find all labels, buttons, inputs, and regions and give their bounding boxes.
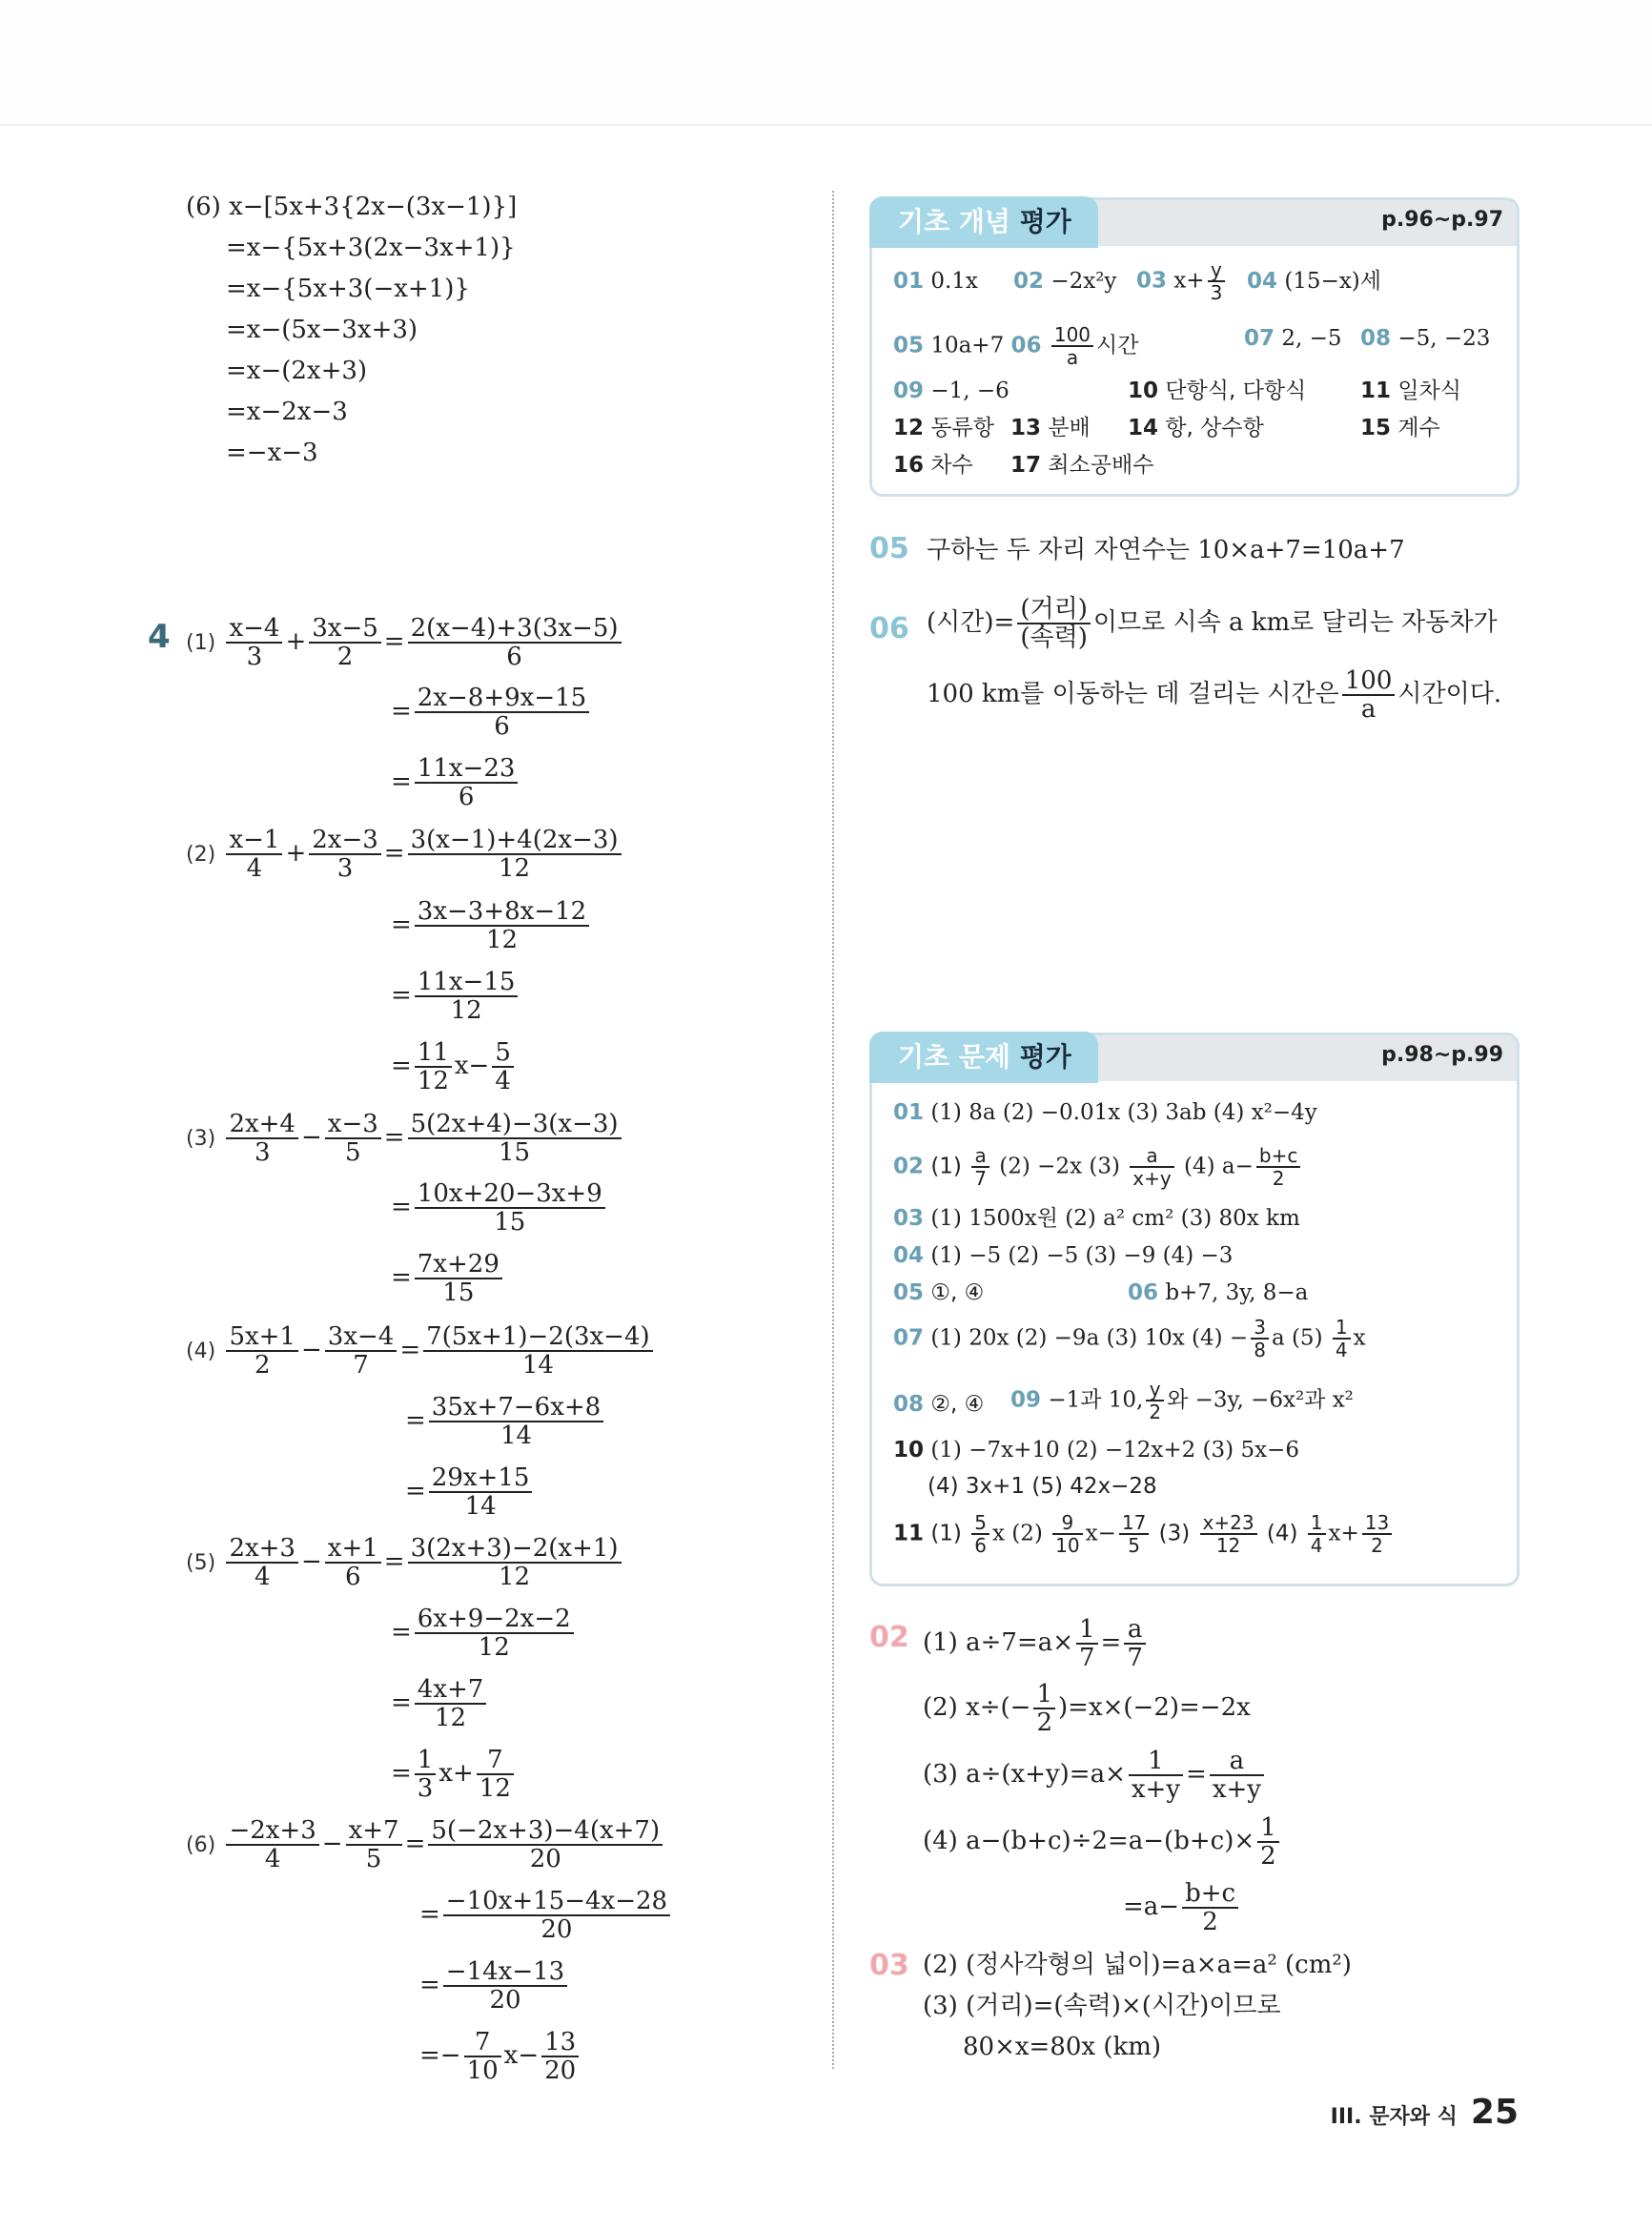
fraction: $\frac{3x-5}{2}$ [309, 615, 381, 670]
explanation-05-text: 구하는 두 자리 자연수는 10×a+7=10a+7 [927, 536, 1405, 564]
concept-row-3c: 11 일차식 [1360, 378, 1461, 403]
q4-6-label: (6) [186, 1833, 216, 1857]
explanation-02-line-2: (2) x÷(− $\frac{1}{2}$ )=x×(−2)=−2x [923, 1680, 1251, 1737]
concept-row-1d: 04 (15−x)세 [1247, 269, 1382, 294]
q4-2-line-3: = $\frac{11x-15}{12}$ [391, 969, 520, 1024]
fraction: $\frac{2x-3}{3}$ [309, 827, 381, 882]
fraction: $\frac{2(x-4)+3(3x-5)}{6}$ [408, 615, 622, 670]
concept-row-3b: 10 단항식, 다항식 [1128, 378, 1307, 403]
concept-row-2: 05 10a+7 06 $\frac{100}{a}$ 시간 [893, 323, 1139, 369]
concept-box-pages: p.96~p.97 [1381, 208, 1503, 232]
concept-row-3: 09 −1, −6 [893, 378, 1010, 403]
explanation-05-number: 05 [869, 532, 909, 565]
fraction: $\frac{35x+7-6x+8}{14}$ [429, 1394, 603, 1449]
q4-4-line-3: = $\frac{29x+15}{14}$ [405, 1464, 535, 1520]
q4-4-line-1: (4) $\frac{5x+1}{2}$ − $\frac{3x-4}{7}$ = $\frac{7(5x+1)-2(3x-4)}{14}$ [186, 1323, 656, 1379]
q4-3-line-1: (3) $\frac{2x+4}{3}$ − $\frac{x-3}{5}$ = $\frac{5(2x+4)-3(x-3)}{15}$ [186, 1111, 624, 1166]
q4-2-line-4: = $\frac{11}{12}$ x− $\frac{5}{4}$ [391, 1039, 517, 1095]
fraction: $\frac{29x+15}{14}$ [429, 1464, 533, 1520]
problem-row-01: 01 (1) 8a (2) −0.01x (3) 3ab (4) x²−4y [893, 1100, 1317, 1125]
q4-5-line-3: = $\frac{4x+7}{12}$ [391, 1676, 489, 1731]
problem-row-10b: (4) 3x+1 (5) 42x−28 [928, 1474, 1157, 1499]
q4-6-line-3: = $\frac{-14x-13}{20}$ [419, 1958, 570, 2014]
concept-row-1c: 03 x+ $\frac{y}{3}$ [1136, 259, 1228, 303]
page-header-band [0, 0, 1652, 126]
column-divider [832, 191, 834, 2069]
q4-3-line-2: = $\frac{10x+20-3x+9}{15}$ [391, 1180, 608, 1236]
fraction: $\frac{13}{20}$ [541, 2029, 579, 2084]
explanation-06-line-1: (시간)= (거리) (속력) 이므로 시속 a km로 달리는 자동차가 [927, 595, 1498, 652]
concept-row-5b: 17 최소공배수 [1010, 453, 1154, 478]
problem-row-10a: 10 (1) −7x+10 (2) −12x+2 (3) 5x−6 [893, 1438, 1299, 1463]
fraction: $\frac{7}{12}$ [477, 1747, 514, 1802]
page-number: 25 [1470, 2093, 1519, 2132]
p6-line-5: =x−(2x+3) [226, 357, 368, 385]
fraction: $\frac{5(2x+4)-3(x-3)}{15}$ [408, 1111, 622, 1166]
explanation-02-line-3: (3) a÷(x+y)=a× $\frac{1}{x+y}$ = $\frac{a}{x+y}$ [923, 1748, 1267, 1803]
fraction: $\frac{x-4}{3}$ [226, 615, 282, 670]
fraction: $\frac{3(2x+3)-2(x+1)}{12}$ [408, 1535, 622, 1590]
fraction: $\frac{2x+4}{3}$ [226, 1111, 298, 1166]
concept-row-5: 16 차수 [893, 453, 973, 478]
fraction: $\frac{-10x+15-4x-28}{20}$ [443, 1888, 670, 1943]
problem-evaluation-box [869, 1033, 1519, 1586]
problem-row-11: 11 (1) $\frac{5}{6}$ x (2) $\frac{9}{10}$ x− $\frac{17}{5}$ (3) $\frac{x+23}{12}$ (4) $\frac{1}{4}$ x+ $\frac{13}{2}$ [893, 1512, 1395, 1556]
p6-line-7: =−x−3 [226, 439, 318, 467]
fraction: $\frac{7x+29}{15}$ [415, 1251, 502, 1306]
p6-line-4: =x−(5x−3x+3) [226, 316, 418, 344]
fraction: $\frac{11}{12}$ [415, 1039, 452, 1095]
concept-evaluation-box [869, 197, 1519, 497]
fraction: $\frac{6x+9-2x-2}{12}$ [415, 1606, 574, 1661]
q4-3-line-3: = $\frac{7x+29}{15}$ [391, 1251, 505, 1306]
concept-row-2c: 08 −5, −23 [1360, 326, 1491, 351]
fraction: $\frac{7(5x+1)-2(3x-4)}{14}$ [423, 1323, 653, 1379]
fraction: $\frac{5}{4}$ [492, 1039, 514, 1095]
fraction: $\frac{x-1}{4}$ [226, 827, 282, 882]
q4-2-line-2: = $\frac{3x-3+8x-12}{12}$ [391, 898, 592, 953]
concept-box-tab: 기초 개념 평가 [869, 196, 1098, 248]
problem-row-05: 05 ①, ④ [893, 1280, 985, 1305]
p6-line-2: =x−{5x+3(2x−3x+1)} [226, 234, 516, 262]
p6-line-6: =x−2x−3 [226, 398, 348, 426]
q4-1-line-1: (1) $\frac{x-4}{3}$ + $\frac{3x-5}{2}$ = $\frac{2(x-4)+3(3x-5)}{6}$ [186, 615, 624, 670]
concept-row-1b: 02 −2x²y [1013, 269, 1117, 294]
concept-row-4: 12 동류항 [893, 416, 994, 440]
q4-1-line-2: = $\frac{2x-8+9x-15}{6}$ [391, 685, 592, 740]
fraction: $\frac{x-3}{5}$ [325, 1111, 381, 1166]
fraction: $\frac{-2x+3}{4}$ [226, 1817, 318, 1872]
fraction: $\frac{11x-23}{6}$ [415, 755, 519, 810]
fraction: $\frac{x+1}{6}$ [325, 1535, 381, 1590]
fraction: $\frac{x+7}{5}$ [346, 1817, 402, 1872]
problem-row-06: 06 b+7, 3y, 8−a [1128, 1280, 1309, 1305]
q4-6-line-1: (6) $\frac{-2x+3}{4}$ − $\frac{x+7}{5}$ = $\frac{5(-2x+3)-4(x+7)}{20}$ [186, 1817, 665, 1872]
p6-line-1: (6) x−[5x+3{2x−(3x−1)}] [186, 193, 518, 221]
concept-row-4c: 14 항, 상수항 [1128, 416, 1264, 440]
explanation-02-line-1: (1) a÷7=a× $\frac{1}{7}$ = $\frac{a}{7}$ [923, 1616, 1149, 1671]
page-footer [1331, 2093, 1519, 2132]
problem-row-02: 02 (1) $\frac{a}{7}$ (2) −2x (3) $\frac{a}{x+y}$ (4) a− $\frac{b+c}{2}$ [893, 1145, 1303, 1189]
explanation-06-number: 06 [869, 612, 909, 645]
fraction: $\frac{10x+20-3x+9}{15}$ [415, 1180, 605, 1236]
fraction: $\frac{1}{3}$ [415, 1747, 437, 1802]
fraction: $\frac{-14x-13}{20}$ [443, 1958, 567, 2014]
q4-4-label: (4) [186, 1340, 216, 1363]
p6-line-3: =x−{5x+3(−x+1)} [226, 275, 470, 303]
concept-row-1: 01 0.1x [893, 269, 978, 294]
explanation-02-line-4: (4) a−(b+c)÷2=a−(b+c)× $\frac{1}{2}$ [923, 1814, 1282, 1870]
fraction: $\frac{5x+1}{2}$ [226, 1323, 298, 1379]
fraction: $\frac{4x+7}{12}$ [415, 1676, 487, 1731]
fraction: $\frac{7}{10}$ [464, 2029, 501, 2084]
problem-row-09: 09 −1과 10, $\frac{y}{2}$ 와 −3y, −6x²과 x² [1010, 1378, 1354, 1423]
fraction: $\frac{11x-15}{12}$ [415, 969, 519, 1024]
q4-4-line-2: = $\frac{35x+7-6x+8}{14}$ [405, 1394, 606, 1449]
explanation-03-number: 03 [869, 1949, 909, 1982]
q4-5-line-1: (5) $\frac{2x+3}{4}$ − $\frac{x+1}{6}$ = $\frac{3(2x+3)-2(x+1)}{12}$ [186, 1535, 624, 1590]
q4-6-line-4: =− $\frac{7}{10}$ x− $\frac{13}{20}$ [419, 2029, 581, 2084]
explanation-02-number: 02 [869, 1621, 909, 1654]
problem-row-07: 07 (1) 20x (2) −9a (3) 10x (4) − $\frac{3}{8}$ a (5) $\frac{1}{4}$ x [893, 1316, 1366, 1361]
problem-row-03: 03 (1) 1500x원 (2) a² cm² (3) 80x km [893, 1206, 1300, 1231]
fraction: $\frac{2x-8+9x-15}{6}$ [415, 685, 589, 740]
q4-3-label: (3) [186, 1127, 216, 1151]
q4-2-line-1: (2) $\frac{x-1}{4}$ + $\frac{2x-3}{3}$ = $\frac{3(x-1)+4(2x-3)}{12}$ [186, 827, 624, 882]
fraction: $\frac{3x-4}{7}$ [325, 1323, 398, 1379]
problem-row-08: 08 ②, ④ [893, 1392, 985, 1417]
explanation-06-line-2: 100 km를 이동하는 데 걸리는 시간은 $\frac{100}{a}$ 시간이다. [927, 666, 1502, 724]
explanation-03-line-3: 80×x=80x (km) [963, 2033, 1162, 2061]
q4-5-line-2: = $\frac{6x+9-2x-2}{12}$ [391, 1606, 577, 1661]
fraction: $\frac{3x-3+8x-12}{12}$ [415, 898, 589, 953]
problem-box-pages: p.98~p.99 [1381, 1043, 1503, 1067]
concept-row-4d: 15 계수 [1360, 416, 1440, 440]
fraction: $\frac{2x+3}{4}$ [226, 1535, 298, 1590]
concept-row-4b: 13 분배 [1010, 416, 1091, 440]
q4-2-label: (2) [186, 843, 216, 867]
fraction: $\frac{5(-2x+3)-4(x+7)}{20}$ [428, 1817, 663, 1872]
concept-row-2b: 07 2, −5 [1244, 326, 1342, 351]
explanation-03-line-2: (3) (거리)=(속력)×(시간)이므로 [923, 1992, 1281, 2020]
problem-4-number: 4 [148, 618, 171, 656]
q4-5-label: (5) [186, 1551, 216, 1575]
problem-box-tab: 기초 문제 평가 [869, 1032, 1098, 1083]
explanation-03-line-1: (2) (정사각형의 넓이)=a×a=a² (cm²) [923, 1951, 1352, 1979]
fraction: $\frac{3(x-1)+4(2x-3)}{12}$ [408, 827, 622, 882]
q4-1-line-3: = $\frac{11x-23}{6}$ [391, 755, 520, 810]
explanation-02-line-5: =a− $\frac{b+c}{2}$ [1123, 1880, 1241, 1935]
problem-row-04: 04 (1) −5 (2) −5 (3) −9 (4) −3 [893, 1243, 1234, 1268]
q4-1-label: (1) [186, 631, 216, 655]
section-title: III. 문자와 식 [1330, 2105, 1458, 2129]
q4-6-line-2: = $\frac{-10x+15-4x-28}{20}$ [419, 1888, 673, 1943]
q4-5-line-4: = $\frac{1}{3}$ x+ $\frac{7}{12}$ [391, 1747, 517, 1802]
